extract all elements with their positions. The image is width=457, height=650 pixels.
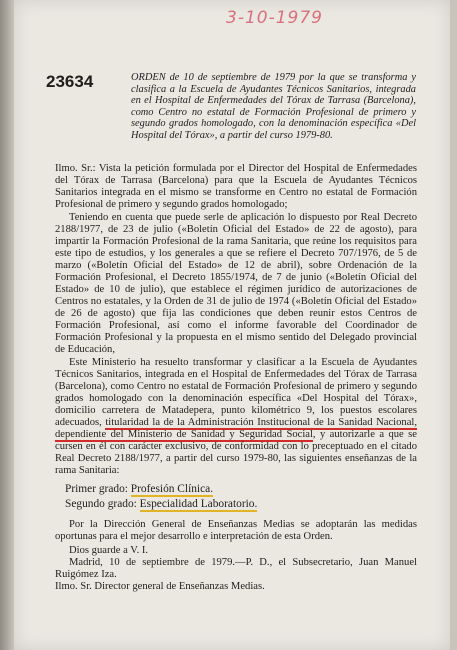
signature-block [55, 545, 417, 593]
paragraph-considerations: Teniendo en cuenta que puede serle de aplicación lo dispuesto por Real Decreto 2188/1977, de 23 de julio («Boletín Oficial del Estado» de 22 de agosto), para impartir la Formación Profesional de la rama Sanitaria, que reúne los requisitos para este tipo de estudios, y los generales a que se refiere el Decreto 707/1976, de 5 de marzo («Boletín Oficial del Estado» de 12 de abril), sobre Ordenación de la Formación Profesional, el Decreto 1855/1974, de 7 de junio («Boletín Oficial del Estado» de 10 de julio), que establece el régimen jurídico de autorizaciones de Centros no estatales, y la Orden de 31 de julio de 1974 («Boletín Oficial del Estado» de 26 de agosto) que fija las condiciones que deben reunir estos Centros de Formación Profesional, así como el informe favorable del Coordinador de Formación Profesional y la propuesta en el mismo sentido del Delegado provincial de Educación, [55, 212, 417, 355]
addressee: Ilmo. Sr. Director general de Enseñanzas Medias. [55, 581, 265, 592]
highlight-ownership: titularidad la de la Administración Institucional de la Sanidad Nacional, dependiente del Ministerio de Sanidad y Seguridad Social [55, 417, 417, 440]
grade-second [65, 498, 417, 511]
signature-line: Madrid, 10 de septiembre de 1979.—P. D., el Subsecretario, Juan Manuel Ruigómez Iza. [55, 557, 417, 580]
handwritten-date: 3-10-1979 [226, 8, 323, 28]
paragraph-measures: Por la Dirección General de Enseñanzas Medias se adoptarán las medidas oportunas para el mejor desarrollo e interpretación de esta Orden. [55, 519, 417, 542]
grade-first-label: Primer grado: [65, 483, 131, 495]
salutation: Dios guarde a V. I. [69, 545, 149, 556]
resolution-text-start: Este Ministerio ha resuelto transformar y clasificar a la Escuela de Ayudantes Técnicos Sanitarios, integrada en el Hospital de Enfermedades del Tórax de Tarrasa (Barcelona), como Centro no estatal de Formación Profesional de primero y segundo grados homologado con la denominación específica «Del Hospital del Tórax», domicilio carretera de Matadepera, punto kilométrico 9, los puestos escolares adecuados, [55, 357, 417, 428]
resolution-text-end: , y autorizarle a que se cursen en él con carácter exclusivo, de conformidad con lo preceptuado en el citado Real Decreto 2188/1977, a partir del curso 1979-80, las siguientes enseñanzas de la rama Sanitaria: [55, 429, 417, 476]
order-title: ORDEN de 10 de septiembre de 1979 por la que se transforma y clasifica a la Escuela de Ayudantes Técnicos Sanitarios, integrada en el Hospital de Enfermedades del Tórax de Tarrasa (Barcelona), como Centro no estatal de Formación Profesional de primero y segundo grados homologado, con la denominación específica «Del Hospital del Tórax», a partir del curso 1979-80. [131, 72, 416, 141]
paragraph-request: Ilmo. Sr.: Vista la petición formulada por el Director del Hospital de Enfermedades del Tórax de Tarrasa (Barcelona) para que la Escuela de Ayudantes Técnicos Sanitarios integrada en el mismo se transforme en Centro no estatal de Formación Profesional de primero y segundo grados homologado; [55, 163, 417, 210]
page-edge-shadow [0, 0, 14, 650]
closing-section [55, 519, 417, 543]
grade-second-label: Segundo grado: [65, 498, 140, 510]
grade-first-value: Profesión Clínica. [130, 483, 214, 495]
grade-first [65, 483, 417, 496]
paragraph-resolution [55, 357, 417, 477]
document-body [55, 163, 417, 593]
grade-second-value: Especialidad Laboratorio. [139, 498, 258, 510]
order-number: 23634 [46, 72, 94, 91]
